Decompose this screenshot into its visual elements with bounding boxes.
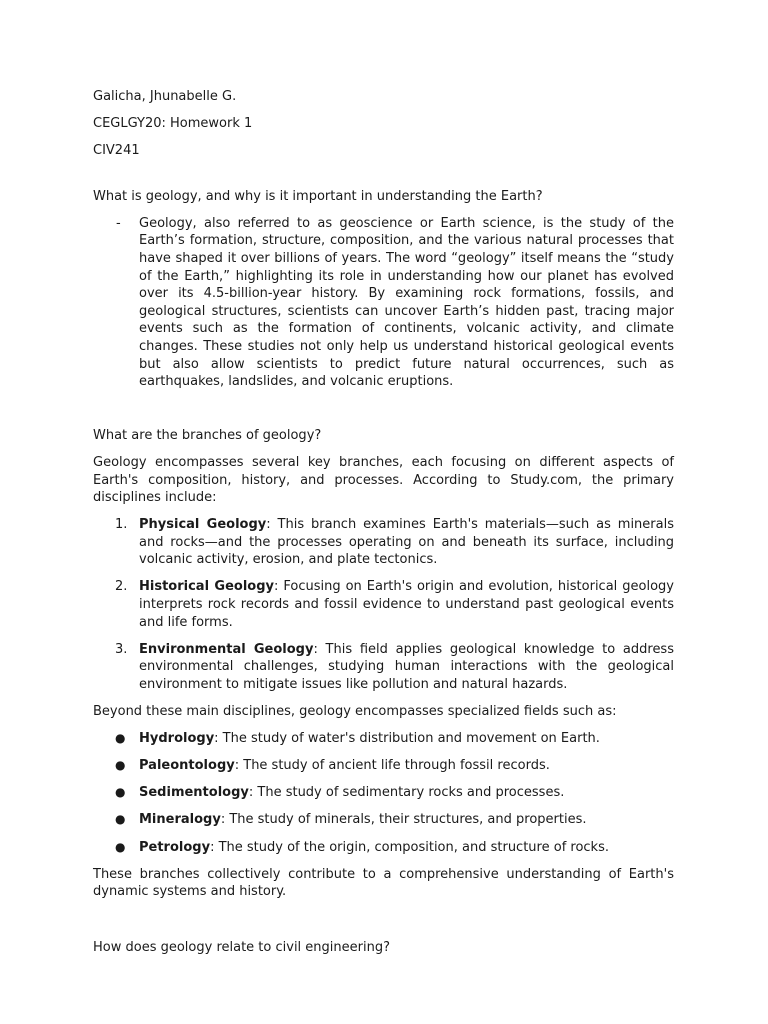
branch-text: : Focusing on Earth's origin and evolution, historical geology interprets rock records and fossil evidence to understand past geological events and life forms.: [139, 579, 674, 630]
field-text: : The study of the origin, composition, and structure of rocks.: [210, 839, 609, 855]
branch-term: Physical Geology: [139, 517, 267, 533]
branch-text: : This field applies geological knowledge to address environmental challenges, studying human interactions with the geological environment to mitigate issues like pollution and natural hazards.: [139, 641, 674, 692]
answer-1: [93, 215, 674, 391]
bullet-marker: ●: [115, 812, 126, 827]
bullet-marker: ●: [115, 839, 126, 854]
dash-marker: -: [116, 215, 121, 231]
field-term: Paleontology: [139, 758, 235, 774]
list-item: [93, 784, 674, 802]
field-text: : The study of water's distribution and movement on Earth.: [214, 731, 600, 747]
branches-conclusion: These branches collectively contribute to a comprehensive understanding of Earth's dynamic systems and history.: [93, 866, 674, 900]
list-item: [93, 839, 674, 857]
list-item: [93, 516, 674, 569]
branches-intro: Geology encompasses several key branches, each focusing on different aspects of Earth's composition, history, and processes. According to Study.com, the primary disciplines include:: [93, 454, 674, 506]
specialized-intro: Beyond these main disciplines, geology encompasses specialized fields such as:: [93, 704, 617, 720]
list-number: 3.: [115, 641, 128, 657]
student-name: Galicha, Jhunabelle G.: [93, 89, 237, 104]
bullet-marker: ●: [115, 731, 126, 746]
branch-text: : This branch examines Earth's materials—such as minerals and rocks—and the processes operating on and beneath its surface, including volcanic activity, erosion, and plate tectonics.: [139, 517, 674, 568]
list-item: [93, 757, 674, 775]
course-title: CEGLGY20: Homework 1: [93, 116, 253, 132]
field-term: Mineralogy: [139, 812, 221, 828]
field-text: : The study of minerals, their structures, and properties.: [220, 812, 587, 828]
specialized-fields-list: [93, 730, 674, 856]
bullet-marker: ●: [115, 758, 126, 773]
list-number: 1.: [115, 517, 128, 533]
list-item: [93, 578, 674, 631]
main-branches-list: [93, 516, 674, 693]
question-3: How does geology relate to civil engineering?: [93, 939, 390, 955]
bullet-marker: ●: [115, 785, 126, 800]
list-item: [93, 641, 674, 694]
document-page: [93, 88, 674, 966]
list-number: 2.: [115, 579, 128, 595]
field-term: Hydrology: [139, 731, 215, 747]
field-text: : The study of sedimentary rocks and processes.: [248, 785, 565, 801]
list-item: [93, 811, 674, 829]
field-term: Petrology: [139, 839, 211, 855]
branch-term: Historical Geology: [139, 579, 274, 595]
field-text: : The study of ancient life through fossil records.: [234, 758, 550, 774]
field-term: Sedimentology: [139, 785, 249, 801]
branch-term: Environmental Geology: [139, 641, 314, 657]
section-code: CIV241: [93, 143, 140, 159]
question-1: What is geology, and why is it important in understanding the Earth?: [93, 188, 543, 204]
list-item: [93, 730, 674, 748]
answer-1-text: Geology, also referred to as geoscience or Earth science, is the study of the Earth’s formation, structure, composition, and the various natural processes that have shaped it over billions of years. The word “geology” itself means the “study of the Earth,” highlighting its role in understanding how our planet has evolved over its 4.5-billion-year history. By examining rock formations, fossils, and geological structures, scientists can uncover Earth’s hidden past, tracing major events such as the formation of continents, volcanic activity, and climate changes. These studies not only help us understand historical geological events but also allow scientists to predict future natural occurrences, such as earthquakes, landslides, and volcanic eruptions.: [139, 215, 674, 390]
question-2: What are the branches of geology?: [93, 427, 322, 443]
